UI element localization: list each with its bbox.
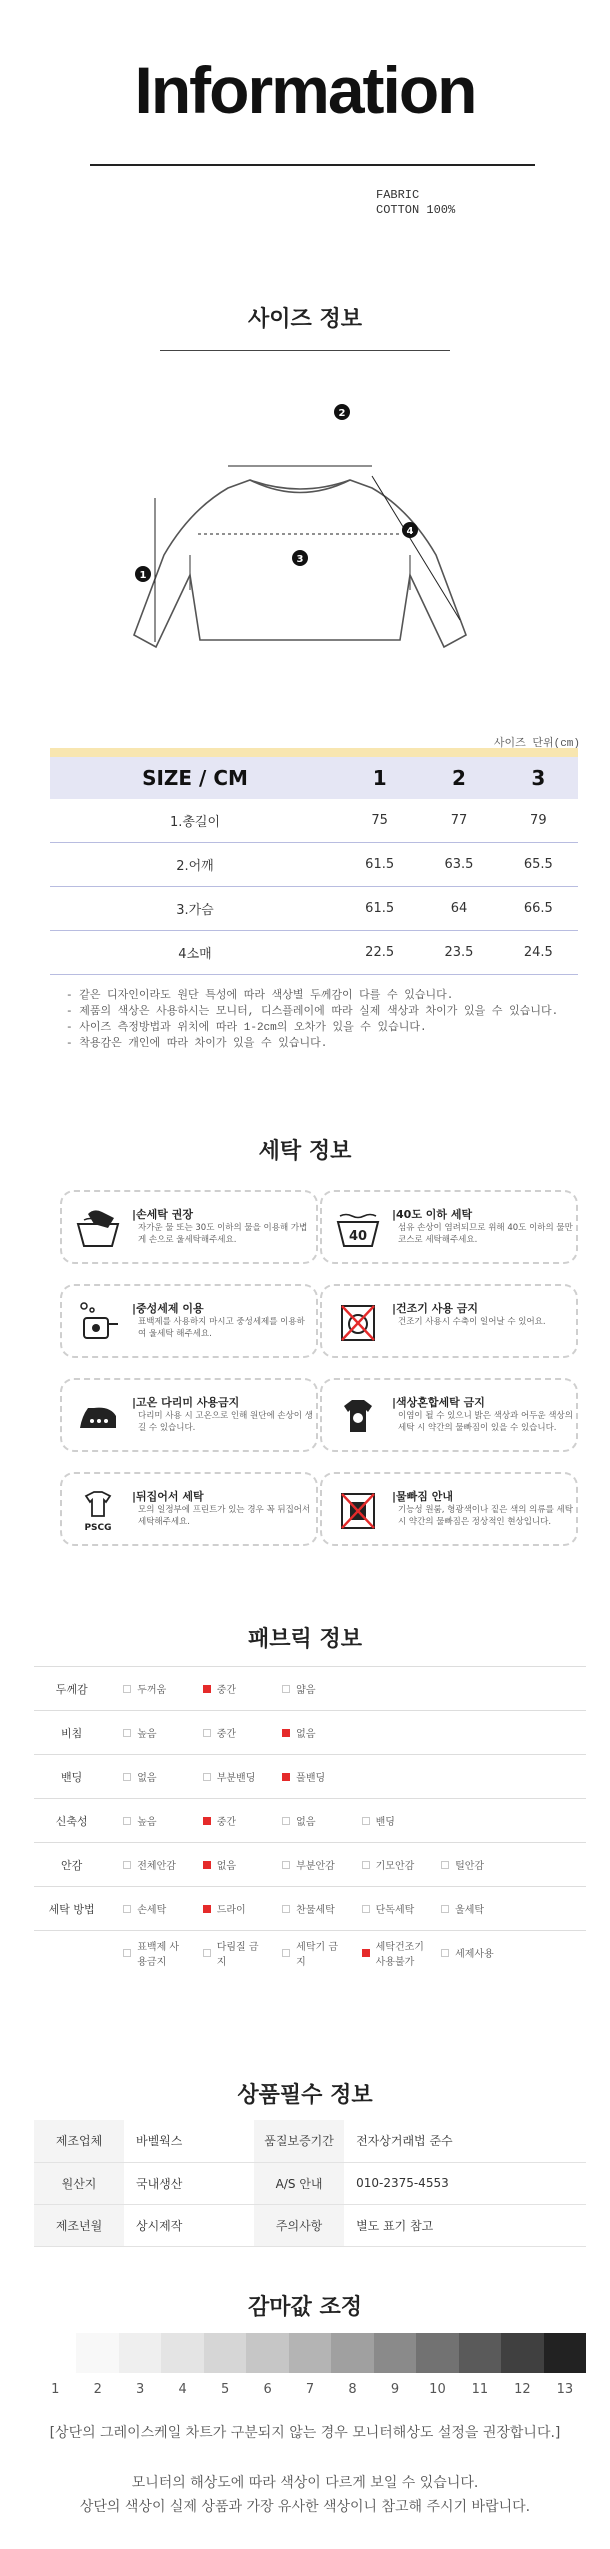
fabric-option-label: 손세탁: [137, 1905, 167, 1916]
checked-box-icon: [362, 1949, 370, 1957]
wash-card-title: |고온 다리미 사용금지: [132, 1396, 240, 1409]
fabric-empty-cell: [427, 1711, 506, 1755]
fabric-option-label: 부분밴딩: [216, 1773, 256, 1784]
fabric-option: [268, 1843, 347, 1887]
table-row: [34, 1755, 586, 1799]
separate-wash-icon: [334, 1392, 382, 1440]
checkbox-icon: [282, 1949, 290, 1957]
fabric-option: [189, 1667, 268, 1711]
fabric-option-label: 단독세탁: [375, 1905, 415, 1916]
garment-diagram: [110, 380, 490, 670]
checkbox-icon: [282, 1861, 290, 1869]
table-row: [34, 1711, 586, 1755]
checkbox-icon: [123, 1817, 131, 1825]
checkbox-icon: [203, 1773, 211, 1781]
fabric-empty-cell: [507, 1887, 586, 1931]
hand-wash-icon: [74, 1204, 122, 1252]
gray-level-label: 10: [429, 2382, 446, 2397]
table-row: 1.총길이 75 77 79: [50, 799, 578, 843]
fabric-option-label: 얇음: [296, 1685, 316, 1696]
fabric-option-label: 높음: [137, 1729, 157, 1740]
size-note: - 같은 디자인이라도 원단 특성에 따라 색상별 두께감이 다를 수 있습니다.: [66, 990, 454, 1002]
fabric-table: [34, 1666, 586, 1975]
wash-card: [60, 1284, 318, 1358]
gamma-note-2: 모니터의 해상도에 따라 색상이 다르게 보일 수 있습니다.: [131, 2475, 479, 2491]
checkbox-icon: [282, 1685, 290, 1693]
table-row: 2.어깨 61.5 63.5 65.5: [50, 843, 578, 887]
gray-level-label: 2: [93, 2382, 102, 2397]
wash-card-desc: 섬유 손상이 염려되므로 위해 40도 이하의 물만 코스로 세탁해주세요.: [398, 1223, 573, 1245]
fabric-empty-cell: [507, 1843, 586, 1887]
checkbox-icon: [123, 1949, 131, 1957]
fabric-option-label: 기모안감: [375, 1861, 415, 1872]
fabric-option-label: 전체안감: [137, 1861, 176, 1872]
marker-label-2: 2: [338, 408, 346, 419]
fabric-option: [348, 1931, 427, 1975]
fabric-option-label: 세탁기 금지: [296, 1941, 338, 1968]
fabric-option-label: 중간: [216, 1729, 237, 1740]
fabric-option: [109, 1755, 188, 1799]
neutral-detergent-icon: [74, 1298, 122, 1346]
checkbox-icon: [362, 1861, 370, 1869]
svg-text:40: 40: [348, 1229, 368, 1244]
gray-level-label: 9: [390, 2382, 400, 2397]
checked-box-icon: [203, 1861, 211, 1869]
gray-swatch: [204, 2333, 246, 2373]
table-row: 원산지 국내생산 A/S 안내 010-2375-4553: [34, 2162, 586, 2204]
fabric-option: [427, 1931, 506, 1975]
gamma-section-title: 감마값 조정: [248, 2295, 362, 2320]
fabric-option-label: 없음: [296, 1817, 316, 1828]
gray-swatch: [76, 2333, 118, 2373]
gray-swatch: [459, 2333, 501, 2373]
size-col-header: 2: [419, 753, 498, 799]
gamma-note-1: [상단의 그레이스케일 차트가 구분되지 않는 경우 모니터해상도 설정을 권장합니다.]: [49, 2425, 561, 2441]
gamma-note-3: 상단의 색상이 실제 상품과 가장 유사한 색상이니 참고해 주시기 바랍니다.: [79, 2499, 531, 2515]
fabric-section-title: 패브릭 정보: [248, 1627, 362, 1652]
title-divider: [90, 164, 535, 166]
size-note: - 착용감은 개인에 따라 차이가 있을 수 있습니다.: [66, 1038, 328, 1050]
checked-box-icon: [282, 1729, 290, 1737]
low-iron-icon: [74, 1392, 122, 1440]
gray-swatch: [374, 2333, 416, 2373]
wash-card-title: |40도 이하 세탁: [392, 1208, 473, 1221]
fabric-option-label: 밴딩: [375, 1817, 395, 1828]
table-row: 3.가슴 61.5 64 66.5: [50, 887, 578, 931]
fabric-row-label: 비침: [34, 1711, 109, 1755]
fabric-empty-cell: [348, 1755, 427, 1799]
fabric-empty-cell: [348, 1667, 427, 1711]
wash-card-desc: 건조기 사용시 수축이 일어날 수 있어요.: [398, 1317, 546, 1327]
gray-level-label: 1: [51, 2382, 60, 2397]
fabric-option: [189, 1887, 268, 1931]
gray-swatch: [331, 2333, 373, 2373]
fabric-option-label: 없음: [137, 1773, 157, 1784]
fabric-row-label: 신축성: [34, 1799, 109, 1843]
fabric-option: [268, 1755, 347, 1799]
wash-card: [320, 1190, 578, 1264]
checkbox-icon: [441, 1861, 449, 1869]
gray-level-label: 6: [263, 2382, 272, 2397]
fabric-option: [189, 1799, 268, 1843]
fabric-empty-cell: [427, 1755, 506, 1799]
checkbox-icon: [123, 1685, 131, 1693]
fabric-option: [427, 1843, 506, 1887]
grayscale-labels: [34, 2382, 586, 2397]
gray-level-label: 3: [136, 2382, 145, 2397]
size-col-header: SIZE / CM: [50, 753, 340, 799]
table-row: 제조년월 상시제작 주의사항 별도 표기 참고: [34, 2204, 586, 2246]
table-row: 제조업체 바벨웍스 품질보증기간 전자상거래법 준수: [34, 2120, 586, 2162]
marker-label-3: 3: [296, 554, 304, 565]
gray-level-label: 13: [556, 2382, 574, 2397]
wash-card: [60, 1378, 318, 1452]
checked-box-icon: [203, 1685, 211, 1693]
checkbox-icon: [362, 1905, 370, 1913]
size-table: [50, 748, 578, 975]
dye-bleed-icon: [334, 1486, 382, 1534]
grayscale-bar: [34, 2333, 586, 2373]
fabric-row-label: 세탁 방법: [34, 1887, 109, 1931]
size-col-header: 3: [499, 753, 578, 799]
wash-card-desc: 이염이 될 수 있으니 밝은 색상과 어두운 색상의 세탁 시 약간의 물빠짐이 있을 수 있습니다.: [398, 1411, 573, 1433]
table-row: [34, 1667, 586, 1711]
fabric-option: [268, 1931, 347, 1975]
fabric-label: FABRIC: [376, 188, 420, 202]
wash-card-title: |중성세제 이용: [132, 1302, 204, 1315]
gray-swatch: [501, 2333, 543, 2373]
fabric-row-label: 두께감: [34, 1667, 109, 1711]
size-unit: 사이즈 단위(cm): [493, 738, 580, 750]
gray-level-label: 8: [348, 2382, 357, 2397]
wash-card-desc: 기능성 원룸, 형광색이나 짙은 색의 의류를 세탁 시 약간의 물빠짐은 정상적인 현상입니다.: [398, 1505, 573, 1527]
checkbox-icon: [203, 1729, 211, 1737]
size-note: - 제품의 색상은 사용하시는 모니터, 디스플레이에 따라 실제 색상과 차이가 있을 수 있습니다.: [66, 1006, 559, 1018]
fabric-option: [109, 1711, 188, 1755]
wash-card-title: |뒤집어서 세탁: [132, 1490, 204, 1503]
info-section-title: 상품필수 정보: [237, 2083, 373, 2108]
fabric-option: [189, 1843, 268, 1887]
wash-40-icon: [334, 1204, 382, 1252]
fabric-option: [268, 1799, 347, 1843]
fabric-option-label: 표백제 사용금지: [137, 1941, 180, 1968]
wash-card-title: |색상혼합세탁 금지: [392, 1396, 485, 1409]
table-row: [34, 1799, 586, 1843]
fabric-option: [109, 1887, 188, 1931]
checkbox-icon: [362, 1817, 370, 1825]
gray-swatch: [161, 2333, 203, 2373]
gray-level-label: 7: [305, 2382, 315, 2397]
checkbox-icon: [441, 1949, 449, 1957]
fabric-option-label: 없음: [216, 1861, 237, 1872]
table-row: 4소매 22.5 23.5 24.5: [50, 931, 578, 975]
fabric-option-label: 울세탁: [455, 1905, 485, 1916]
fabric-option-label: 세탁건조기 사용불가: [375, 1941, 424, 1968]
fabric-option: [348, 1843, 427, 1887]
page-title: Information: [134, 53, 476, 127]
checkbox-icon: [441, 1905, 449, 1913]
inside-out-icon: [74, 1486, 122, 1534]
wash-card-desc: 표백제를 사용하지 마시고 중성세제를 이용하여 울세탁 해주세요.: [138, 1317, 305, 1339]
wash-section-title: 세탁 정보: [258, 1139, 352, 1164]
fabric-option-label: 다림질 금지: [216, 1941, 259, 1968]
size-note: - 사이즈 측정방법과 위치에 따라 1-2cm의 오차가 있을 수 있습니다.: [66, 1022, 427, 1034]
gray-swatch: [289, 2333, 331, 2373]
fabric-option-label: 털안감: [455, 1861, 485, 1872]
gray-level-label: 11: [471, 2382, 489, 2397]
fabric-empty-cell: [507, 1711, 586, 1755]
fabric-option-label: 중간: [216, 1685, 237, 1696]
fabric-option: [189, 1711, 268, 1755]
fabric-option-label: 찬물세탁: [296, 1905, 335, 1916]
no-tumble-dry-icon: [334, 1298, 382, 1346]
gray-swatch: [544, 2333, 586, 2373]
checkbox-icon: [123, 1729, 131, 1737]
wash-card-title: |물빠짐 안내: [392, 1490, 453, 1503]
fabric-option-label: 높음: [137, 1817, 157, 1828]
fabric-option: [189, 1931, 268, 1975]
fabric-empty-cell: [348, 1711, 427, 1755]
checked-box-icon: [203, 1905, 211, 1913]
checked-box-icon: [203, 1817, 211, 1825]
fabric-option-label: 중간: [216, 1817, 237, 1828]
fabric-option: [189, 1755, 268, 1799]
checkbox-icon: [123, 1861, 131, 1869]
fabric-option-label: 드라이: [216, 1905, 246, 1916]
fabric-empty-cell: [507, 1799, 586, 1843]
fabric-row-label: 밴딩: [34, 1755, 109, 1799]
fabric-empty-cell: [427, 1667, 506, 1711]
fabric-option-label: 풀밴딩: [296, 1773, 326, 1784]
fabric-empty-cell: [427, 1799, 506, 1843]
fabric-option-label: 부분안감: [296, 1861, 335, 1872]
svg-text:PSCG: PSCG: [84, 1523, 112, 1533]
fabric-option-label: 없음: [296, 1729, 316, 1740]
gray-swatch: [119, 2333, 161, 2373]
checkbox-icon: [282, 1905, 290, 1913]
fabric-option: [268, 1887, 347, 1931]
fabric-option: [427, 1887, 506, 1931]
fabric-empty-cell: [507, 1667, 586, 1711]
size-section-divider: [160, 350, 450, 351]
wash-card-title: |건조기 사용 금지: [392, 1302, 479, 1315]
fabric-option: [348, 1799, 427, 1843]
fabric-option: [268, 1711, 347, 1755]
wash-card-desc: 다리미 사용 시 고온으로 인해 원단에 손상이 생길 수 있습니다.: [138, 1411, 313, 1433]
checkbox-icon: [123, 1773, 131, 1781]
wash-card: [320, 1472, 578, 1546]
fabric-option: [109, 1667, 188, 1711]
fabric-option: [109, 1931, 188, 1975]
table-row: [34, 1843, 586, 1887]
fabric-value: COTTON 100%: [376, 203, 456, 217]
fabric-option: [109, 1799, 188, 1843]
gray-level-label: 4: [178, 2382, 187, 2397]
fabric-option: [268, 1667, 347, 1711]
table-row: [34, 1887, 586, 1931]
checked-box-icon: [282, 1773, 290, 1781]
fabric-option: [348, 1887, 427, 1931]
size-col-header: 1: [340, 753, 419, 799]
checkbox-icon: [123, 1905, 131, 1913]
fabric-row-label: 안감: [34, 1843, 109, 1887]
fabric-empty-cell: [507, 1931, 586, 1975]
fabric-empty-cell: [507, 1755, 586, 1799]
gray-swatch: [246, 2333, 288, 2373]
table-row: [34, 1931, 586, 1975]
wash-card: [60, 1190, 318, 1264]
checkbox-icon: [203, 1949, 211, 1957]
wash-card-desc: 자가운 물 또는 30도 이하의 물을 이용해 가볍게 손으로 울세탁해주세요.: [138, 1223, 308, 1245]
wash-card: [320, 1378, 578, 1452]
wash-card-title: |손세탁 권장: [132, 1208, 193, 1221]
wash-card-desc: 모의 일정부에 프린트가 있는 경우 꼭 뒤집어서 세탁해주세요.: [138, 1505, 311, 1527]
gray-swatch: [34, 2333, 76, 2373]
gray-level-label: 12: [514, 2382, 531, 2397]
gray-swatch: [416, 2333, 458, 2373]
marker-label-4: 4: [406, 526, 414, 537]
size-section-title: 사이즈 정보: [248, 307, 362, 332]
checkbox-icon: [282, 1817, 290, 1825]
product-info-table: [34, 2120, 586, 2247]
marker-label-1: 1: [139, 570, 147, 581]
wash-card: [320, 1284, 578, 1358]
size-notes: [66, 988, 586, 1052]
fabric-option: [109, 1843, 188, 1887]
wash-card: [60, 1472, 318, 1546]
fabric-option-label: 세제사용: [455, 1949, 494, 1961]
gray-level-label: 5: [220, 2382, 230, 2397]
fabric-row-label: [34, 1931, 109, 1975]
fabric-option-label: 두꺼움: [137, 1685, 167, 1696]
